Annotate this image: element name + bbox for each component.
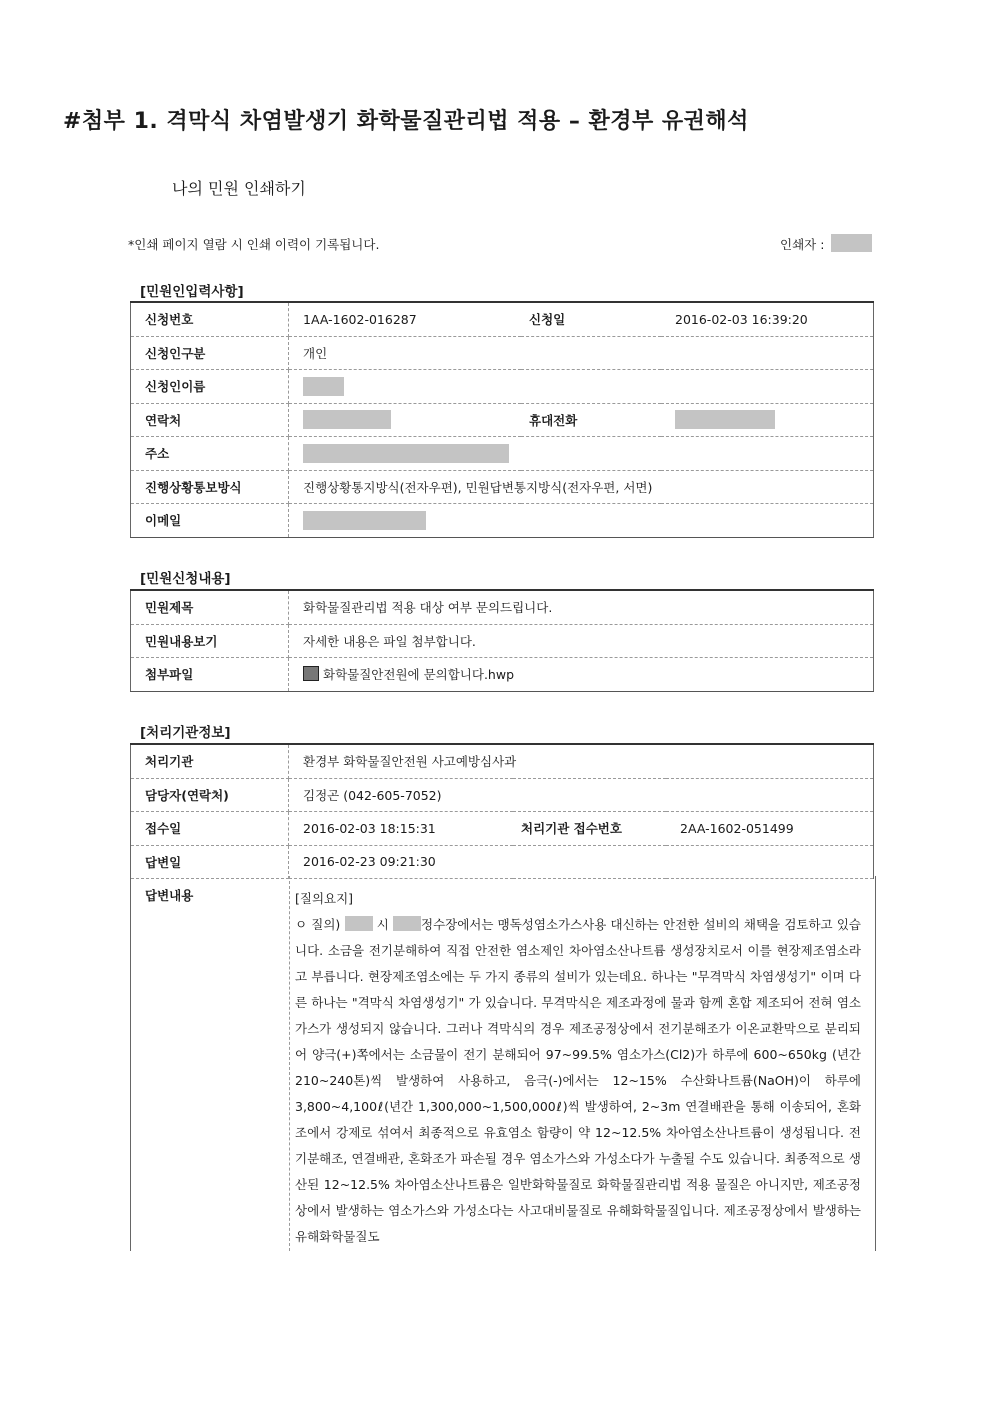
reply-text bbox=[295, 886, 861, 1250]
reply-paragraph bbox=[295, 912, 861, 1250]
reply-heading: [질의요지] bbox=[295, 891, 354, 906]
reply-content-label: 답변내용 bbox=[145, 888, 194, 903]
table-row bbox=[131, 845, 874, 879]
recv-date-value: 2016-02-03 18:15:31 bbox=[289, 812, 514, 846]
content-label: 민원내용보기 bbox=[131, 624, 289, 658]
app-no-label: 신청번호 bbox=[131, 302, 289, 336]
reply-date-label: 답변일 bbox=[131, 845, 289, 879]
manager-value: 김정곤 (042-605-7052) bbox=[289, 778, 874, 812]
reply-divider bbox=[289, 876, 290, 1251]
mobile-label: 휴대전화 bbox=[521, 403, 661, 437]
email-redacted bbox=[303, 511, 426, 530]
reply-date-value: 2016-02-23 09:21:30 bbox=[289, 845, 874, 879]
address-redacted bbox=[303, 444, 509, 463]
reply-body: 정수장에서는 맹독성염소가스사용 대신하는 안전한 설비의 채택을 검토하고 있습니다. 소금을 전기분해하여 직접 안전한 염소제인 차아염소산나트륨 생성장치로서 이를 현장제조염소라고 부릅니다. 현장제조염소에는 두 가지 종류의 설비가 있는데요. 하나는 "무격막식 차염생성기" 이며 다른 하나는 "격막식 차염생성기" 가 있습니다. 무격막식은 제조과정에 물과 함께 혼합 제조되어 전혀 염소가스가 생성되지 않습니다. 그러나 격막식의 경우 제조공정상에서 전기분해조가 이온교환막으로 분리되어 양극(+)쪽에서는 소금물이 전기 분해되어 97~99.5% 염소가스(Cl2)가 하루에 600~650kg (년간 210~240톤)씩 발생하여 사용하고, 음극(-)에서는 12~15% 수산화나트륨(NaOH)이 하루에 3,800~4,100ℓ(년간 1,300,000~1,500,000ℓ)씩 발생하여, 2~3m 연결배관을 통해 이송되어, 혼화조에서 강제로 섞여서 최종적으로 유효염소 함량이 약 12~12.5% 차아염소산나트륨이 생성됩니다. 전기분해조, 연결배관, 혼화조가 파손될 경우 염소가스와 가성소다가 누출될 수도 있습니다. 최종적으로 생산된 12~12.5% 차아염소산나트륨은 일반화학물질로 화학물질관리법 적용 물질은 아니지만, 제조공정상에서 발생하는 염소가스와 가성소다는 사고대비물질로 유해화학물질입니다. 제조공정상에서 발생하는 유해화학물질도 bbox=[295, 917, 861, 1244]
app-no-value: 1AA-1602-016287 bbox=[289, 302, 522, 336]
applicant-type-value: 개인 bbox=[289, 336, 874, 370]
table-row bbox=[131, 437, 874, 471]
printer-label: 인쇄자 : bbox=[780, 237, 825, 252]
name-redacted bbox=[303, 377, 344, 396]
applicant-name-value bbox=[289, 370, 874, 404]
section-agency-title: [처리기관정보] bbox=[140, 725, 231, 741]
contact-label: 연락처 bbox=[131, 403, 289, 437]
table-row bbox=[131, 370, 874, 404]
section-request-title: [민원신청내용] bbox=[140, 571, 231, 587]
table-row bbox=[131, 778, 874, 812]
agency-value: 환경부 화학물질안전원 사고예방심사과 bbox=[289, 744, 874, 778]
table-row bbox=[131, 403, 874, 437]
attachment-link[interactable]: 화학물질안전원에 문의합니다.hwp bbox=[323, 667, 515, 683]
print-heading: 나의 민원 인쇄하기 bbox=[172, 179, 306, 198]
table-row bbox=[131, 658, 874, 692]
attachment-label: 첨부파일 bbox=[131, 658, 289, 692]
notify-method-value: 진행상황통지방식(전자우편), 민원답변통지방식(전자우편, 서면) bbox=[289, 470, 874, 504]
table-row bbox=[131, 302, 874, 336]
table-row bbox=[131, 624, 874, 658]
agency-table bbox=[130, 743, 874, 879]
notify-method-label: 진행상황통보방식 bbox=[131, 470, 289, 504]
address-label: 주소 bbox=[131, 437, 289, 471]
app-date-value: 2016-02-03 16:39:20 bbox=[661, 302, 874, 336]
document-title: #첨부 1. 격막식 차염발생기 화학물질관리법 적용 – 환경부 유권해석 bbox=[63, 109, 749, 134]
content-value: 자세한 내용은 파일 첨부합니다. bbox=[289, 624, 874, 658]
reply-city-suffix: 시 bbox=[376, 917, 389, 932]
mobile-value bbox=[661, 403, 874, 437]
subject-label: 민원제목 bbox=[131, 590, 289, 624]
request-table bbox=[130, 589, 874, 692]
table-row bbox=[131, 336, 874, 370]
table-row bbox=[131, 470, 874, 504]
contact-redacted bbox=[303, 410, 391, 429]
address-value bbox=[289, 437, 874, 471]
applicant-table bbox=[130, 301, 874, 538]
table-row bbox=[131, 504, 874, 538]
app-date-label: 신청일 bbox=[521, 302, 661, 336]
contact-value bbox=[289, 403, 522, 437]
email-value bbox=[289, 504, 874, 538]
recv-date-label: 접수일 bbox=[131, 812, 289, 846]
manager-label: 담당자(연락처) bbox=[131, 778, 289, 812]
applicant-type-label: 신청인구분 bbox=[131, 336, 289, 370]
print-history-note: *인쇄 페이지 열람 시 인쇄 이력이 기록됩니다. bbox=[128, 237, 380, 252]
table-row bbox=[131, 590, 874, 624]
agency-label: 처리기관 bbox=[131, 744, 289, 778]
applicant-name-label: 신청인이름 bbox=[131, 370, 289, 404]
recv-no-label: 처리기관 접수번호 bbox=[513, 812, 666, 846]
city-redacted bbox=[345, 916, 373, 931]
email-label: 이메일 bbox=[131, 504, 289, 538]
mobile-redacted bbox=[675, 410, 775, 429]
table-row bbox=[131, 744, 874, 778]
plant-redacted bbox=[393, 916, 421, 931]
subject-value: 화학물질관리법 적용 대상 여부 문의드립니다. bbox=[289, 590, 874, 624]
printer-redacted bbox=[831, 234, 872, 252]
table-row bbox=[131, 812, 874, 846]
attachment-value bbox=[289, 658, 874, 692]
reply-content-area bbox=[130, 876, 876, 1251]
recv-no-value: 2AA-1602-051499 bbox=[666, 812, 874, 846]
reply-bullet: ㅇ 질의) bbox=[295, 917, 341, 932]
section-applicant-title: [민원인입력사항] bbox=[140, 284, 244, 300]
hwp-file-icon bbox=[303, 666, 319, 681]
